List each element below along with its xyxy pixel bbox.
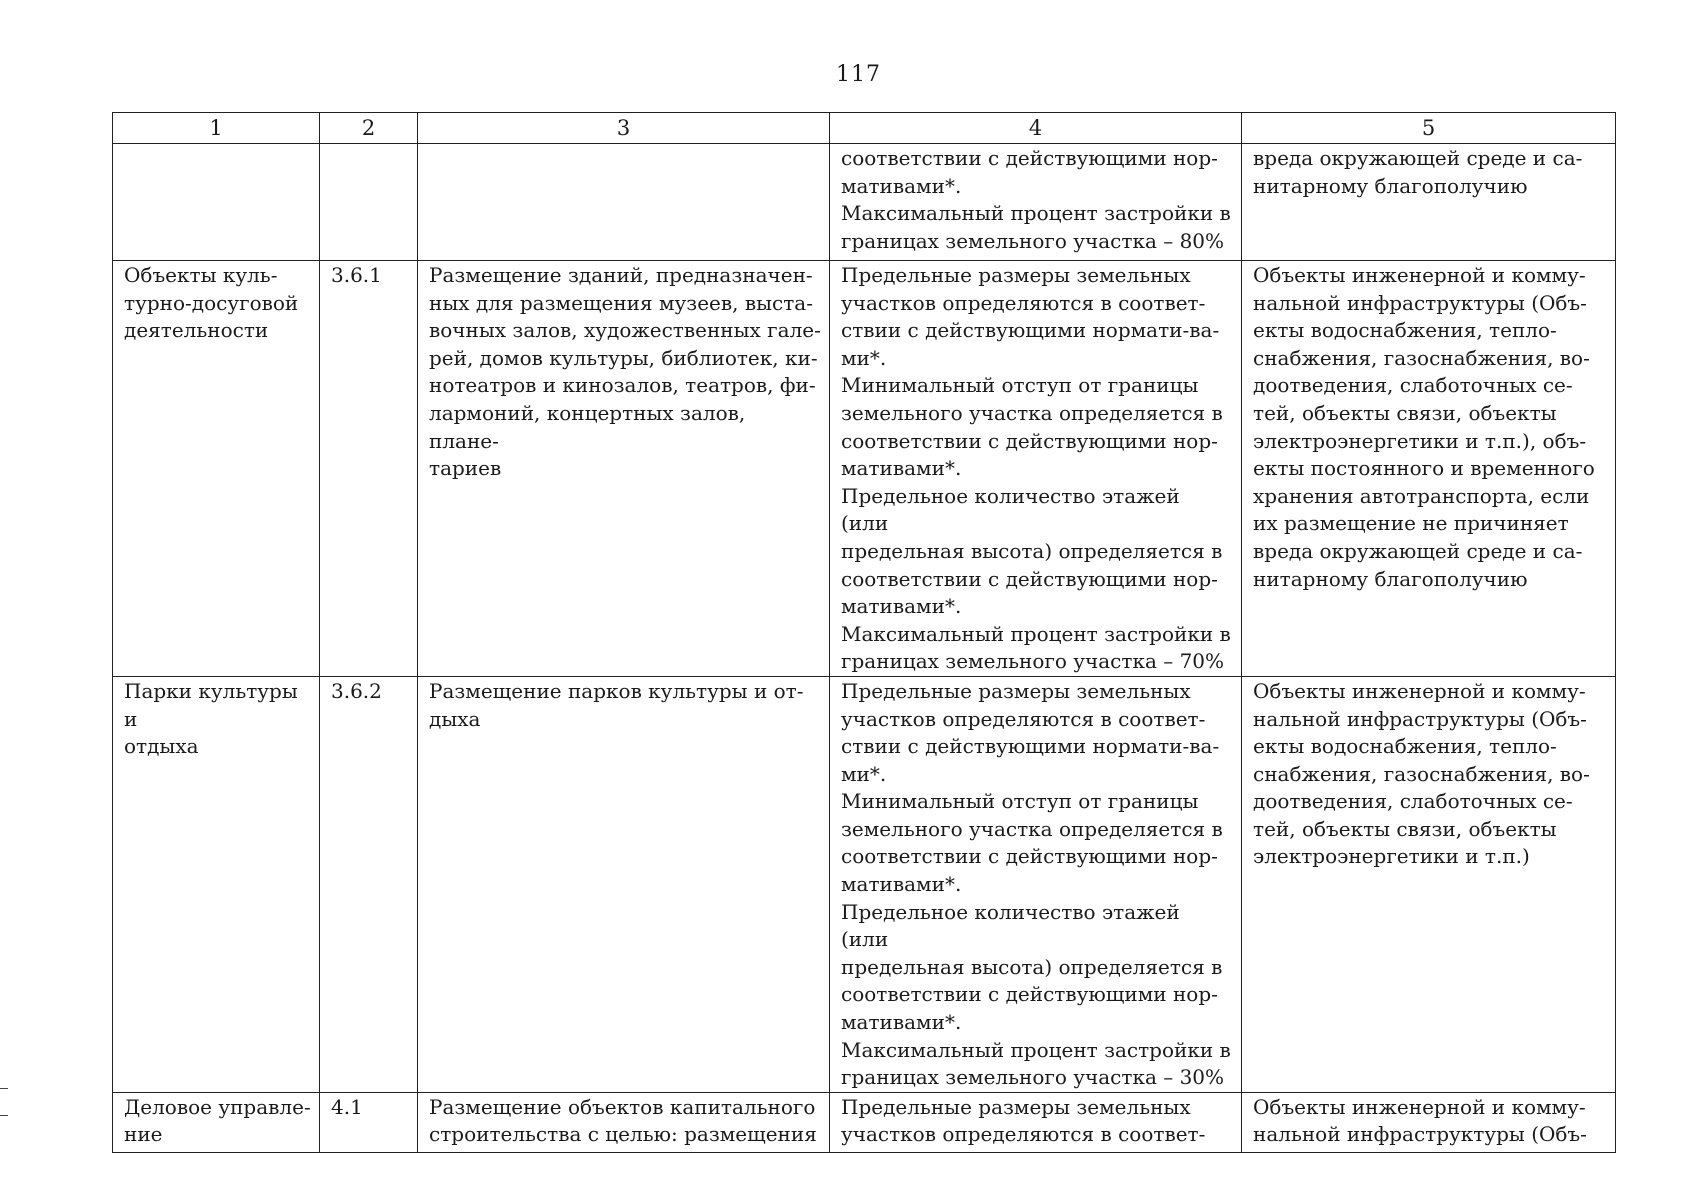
auxiliary-uses-cell: Объекты инженерной и комму- нальной инфраструктуры (Объ- екты водоснабжения, тепло- снабжения, газоснабжения, во- доотведения, слаботочных се- тей, объекты связи, объекты электроэнергетики и т.п.), объ- екты постоянного и временного хранения автотранспорта, если их размещение не причиняет вреда окружающей среде и са- нитарному благополучию <box>1242 261 1616 677</box>
parameter-paragraph: Максимальный процент застройки в границах земельного участка – 30% <box>841 1037 1231 1090</box>
use-name-cell: Парки культуры и отдыха <box>113 676 320 1092</box>
parameters-cell <box>830 1092 1242 1152</box>
auxiliary-uses-cell: Объекты инженерной и комму- нальной инфраструктуры (Объ- екты водоснабжения, тепло- снабжения, газоснабжения, во- доотведения, слаботочных се- тей, объекты связи, объекты электроэнергетики и т.п.) <box>1242 676 1616 1092</box>
regulations-table <box>112 112 1616 1153</box>
use-description-cell: Размещение объектов капитального строительства с целью: размещения <box>418 1092 830 1152</box>
column-header-2: 2 <box>320 113 418 144</box>
table-row <box>113 144 1616 261</box>
use-description-cell <box>418 144 830 261</box>
use-name-cell: Объекты куль- турно-досуговой деятельности <box>113 261 320 677</box>
column-header-1: 1 <box>113 113 320 144</box>
parameter-paragraph: Предельное количество этажей (или предельная высота) определяется в соответствии с действующими нор- мативами*. <box>841 899 1223 1035</box>
parameter-paragraph: Предельное количество этажей (или предельная высота) определяется в соответствии с действующими нор- мативами*. <box>841 483 1223 619</box>
use-code-cell: 4.1 <box>320 1092 418 1152</box>
use-description-cell: Размещение парков культуры и от- дыха <box>418 676 830 1092</box>
table-row <box>113 676 1616 1092</box>
parameter-paragraph: Максимальный процент застройки в границах земельного участка – 70% <box>841 621 1231 674</box>
column-header-3: 3 <box>418 113 830 144</box>
parameter-paragraph: Предельные размеры земельных участков определяются в соответ- ствии с действующими нормати-ва- ми*. <box>841 263 1220 370</box>
auxiliary-uses-cell: вреда окружающей среде и са- нитарному благополучию <box>1242 144 1616 261</box>
use-code-cell: 3.6.1 <box>320 261 418 677</box>
column-number-row <box>113 113 1616 144</box>
use-code-cell: 3.6.2 <box>320 676 418 1092</box>
parameter-paragraph: Предельные размеры земельных участков определяются в соответ- <box>841 1094 1206 1147</box>
table-row <box>113 261 1616 677</box>
scan-margin-mark <box>0 1088 8 1089</box>
parameter-paragraph: Минимальный отступ от границы земельного участка определяется в соответствии с действующими нор- мативами*. <box>841 373 1223 481</box>
scan-margin-mark <box>0 1115 8 1116</box>
parameter-paragraph: Минимальный отступ от границы земельного участка определяется в соответствии с действующими нор- мативами*. <box>841 789 1223 897</box>
use-description-cell: Размещение зданий, предназначен- ных для размещения музеев, выста- вочных залов, художественных гале- рей, домов культуры, библиотек, ки- нотеатров и кинозалов, театров, фи- лармоний, концертных залов, плане- тариев <box>418 261 830 677</box>
column-header-5: 5 <box>1242 113 1616 144</box>
page-number: 117 <box>836 62 881 87</box>
parameters-cell <box>830 261 1242 677</box>
table-row <box>113 1092 1616 1152</box>
parameter-paragraph: Максимальный процент застройки в границах земельного участка – 80% <box>841 201 1231 253</box>
parameters-cell <box>830 676 1242 1092</box>
parameter-paragraph: соответствии с действующими нор- мативами*. <box>841 146 1218 198</box>
parameters-cell <box>830 144 1242 261</box>
use-name-cell: Деловое управле- ние <box>113 1092 320 1152</box>
use-code-cell <box>320 144 418 261</box>
column-header-4: 4 <box>830 113 1242 144</box>
parameter-paragraph: Предельные размеры земельных участков определяются в соответ- ствии с действующими нормати-ва- ми*. <box>841 678 1220 786</box>
auxiliary-uses-cell: Объекты инженерной и комму- нальной инфраструктуры (Объ- <box>1242 1092 1616 1152</box>
use-name-cell <box>113 144 320 261</box>
